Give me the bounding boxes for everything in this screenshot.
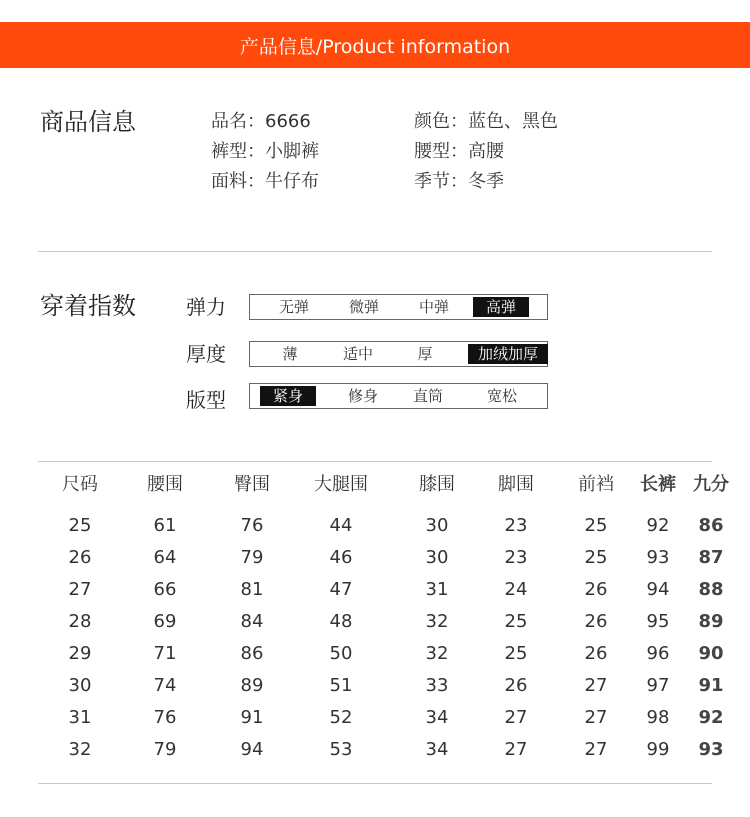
product-info-title: 商品信息 [40,108,136,136]
banner-title: 产品信息/Product information [239,35,511,58]
wear-index-title: 穿着指数 [40,292,136,320]
table-cell: 76 [153,707,177,728]
info-product-name: 品名：6666 [211,111,311,132]
table-cell: 69 [153,611,177,632]
scale-option: 薄 [282,345,298,363]
table-cell: 26 [584,643,608,664]
scale-option-selected: 高弹 [473,297,529,317]
table-cell: 26 [504,675,528,696]
scale-option: 直筒 [412,387,443,405]
table-cell: 88 [698,579,724,600]
table-cell: 31 [68,707,92,728]
table-cell: 27 [504,707,528,728]
elasticity-label: 弹力 [186,295,226,319]
table-cell: 95 [646,611,670,632]
thickness-scale [249,341,548,367]
table-cell: 92 [646,515,670,536]
table-cell: 93 [698,739,724,760]
table-cell: 90 [698,643,724,664]
column-header-knee: 膝围 [419,474,455,495]
table-top-divider [38,461,712,462]
table-cell: 25 [68,515,92,536]
table-cell: 27 [584,707,608,728]
scale-option-selected: 加绒加厚 [468,344,548,364]
table-cell: 32 [425,643,449,664]
table-cell: 27 [504,739,528,760]
info-waist-type: 腰型：高腰 [414,141,504,162]
table-cell: 50 [329,643,353,664]
table-cell: 34 [425,739,449,760]
scale-option: 中弹 [418,298,449,316]
table-cell: 91 [698,675,724,696]
column-header-length-cropped: 九分 [693,474,729,495]
table-cell: 25 [584,547,608,568]
table-cell: 25 [584,515,608,536]
table-cell: 24 [504,579,528,600]
table-cell: 97 [646,675,670,696]
table-cell: 48 [329,611,353,632]
table-cell: 23 [504,547,528,568]
thickness-label: 厚度 [186,342,226,366]
table-cell: 94 [240,739,264,760]
table-cell: 47 [329,579,353,600]
table-cell: 99 [646,739,670,760]
table-cell: 51 [329,675,353,696]
scale-option-selected: 紧身 [260,386,316,406]
column-header-hem: 脚围 [498,474,534,495]
table-cell: 34 [425,707,449,728]
table-cell: 28 [68,611,92,632]
scale-option: 修身 [347,387,378,405]
column-header-front-rise: 前裆 [578,474,614,495]
info-pants-type: 裤型：小脚裤 [211,141,319,162]
table-cell: 76 [240,515,264,536]
table-cell: 71 [153,643,177,664]
table-cell: 26 [584,579,608,600]
scale-option: 微弹 [348,298,379,316]
table-cell: 96 [646,643,670,664]
scale-option: 宽松 [486,387,517,405]
table-cell: 26 [584,611,608,632]
table-cell: 44 [329,515,353,536]
table-cell: 89 [240,675,264,696]
table-cell: 32 [425,611,449,632]
table-cell: 86 [698,515,724,536]
table-cell: 89 [698,611,724,632]
table-cell: 93 [646,547,670,568]
table-cell: 66 [153,579,177,600]
table-cell: 91 [240,707,264,728]
column-header-waist: 腰围 [147,474,183,495]
table-cell: 53 [329,739,353,760]
table-cell: 27 [584,739,608,760]
table-cell: 27 [68,579,92,600]
table-cell: 81 [240,579,264,600]
table-cell: 26 [68,547,92,568]
column-header-length-long: 长裤 [640,474,676,495]
table-cell: 61 [153,515,177,536]
table-cell: 31 [425,579,449,600]
table-cell: 79 [240,547,264,568]
table-cell: 23 [504,515,528,536]
fit-scale [249,383,548,409]
table-cell: 30 [425,547,449,568]
table-cell: 25 [504,643,528,664]
table-cell: 84 [240,611,264,632]
column-header-thigh: 大腿围 [314,474,368,495]
table-cell: 79 [153,739,177,760]
table-cell: 74 [153,675,177,696]
table-cell: 94 [646,579,670,600]
table-cell: 98 [646,707,670,728]
scale-option: 无弹 [278,298,309,316]
table-bottom-divider [38,783,712,784]
scale-option: 适中 [342,345,373,363]
elasticity-scale [249,294,548,320]
table-cell: 46 [329,547,353,568]
table-cell: 64 [153,547,177,568]
table-cell: 30 [425,515,449,536]
table-cell: 32 [68,739,92,760]
divider [38,251,712,252]
column-header-hip: 臀围 [234,474,270,495]
table-cell: 92 [698,707,724,728]
fit-label: 版型 [186,388,226,412]
product-info-banner [0,22,750,68]
info-color: 颜色：蓝色、黑色 [414,111,558,132]
table-cell: 52 [329,707,353,728]
table-cell: 30 [68,675,92,696]
table-cell: 86 [240,643,264,664]
info-season: 季节：冬季 [414,171,504,192]
column-header-size: 尺码 [62,474,98,495]
table-cell: 27 [584,675,608,696]
info-fabric: 面料：牛仔布 [211,171,319,192]
table-cell: 33 [425,675,449,696]
table-cell: 87 [698,547,724,568]
table-cell: 25 [504,611,528,632]
scale-option: 厚 [417,345,433,363]
table-cell: 29 [68,643,92,664]
